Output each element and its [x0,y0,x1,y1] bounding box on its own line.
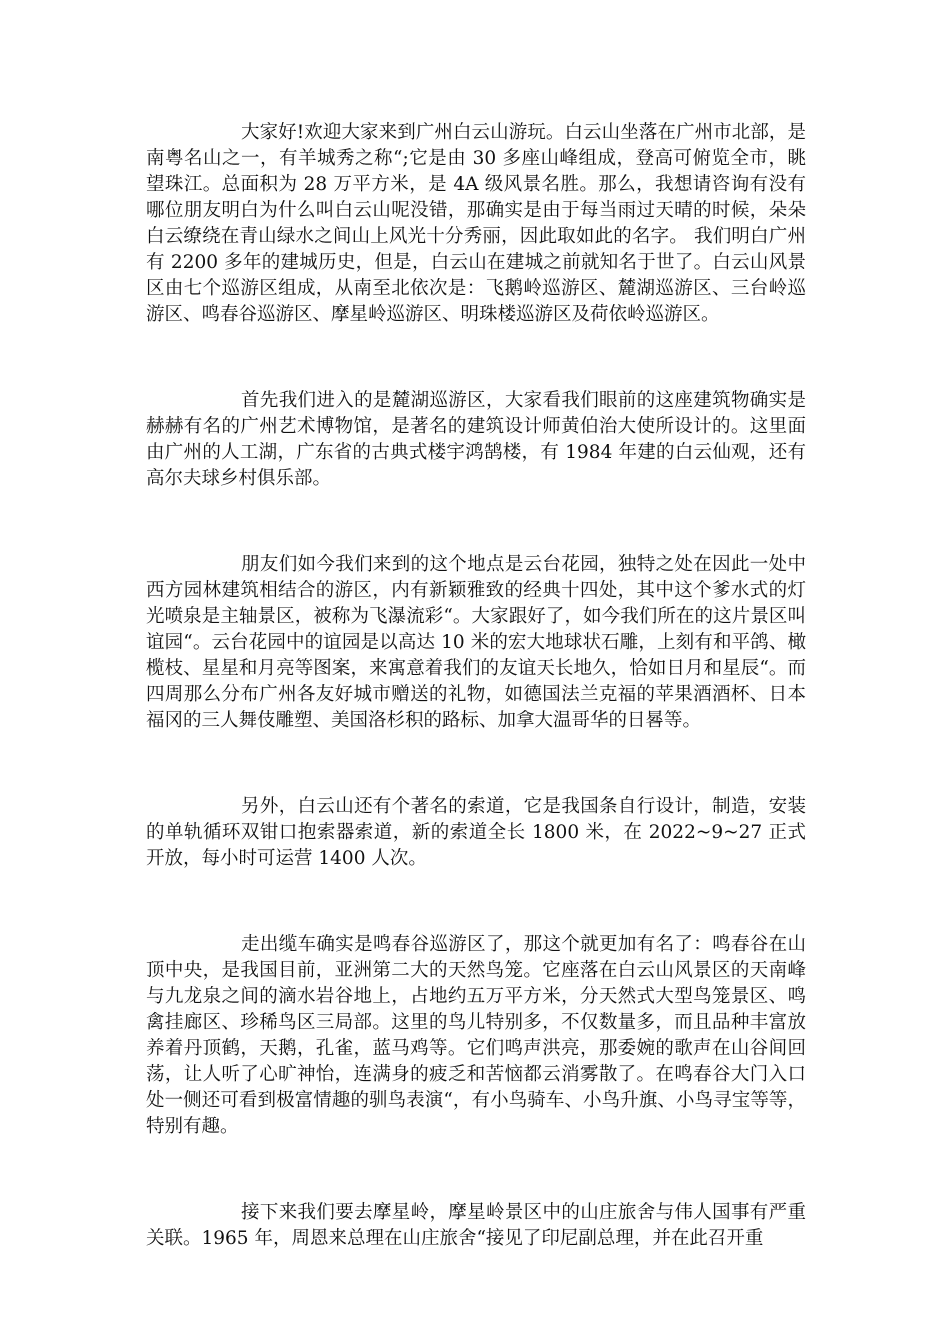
paragraph-mingchun-valley: 走出缆车确实是鸣春谷巡游区了，那这个就更加有名了：鸣春谷在山顶中央，是我国目前，亚洲第二大的天然鸟笼。它座落在白云山风景区的天南峰与九龙泉之间的滴水岩谷地上，占地约五万平方米，分天然式大型鸟笼景区、鸣禽挂廊区、珍稀鸟区三局部。这里的鸟儿特别多，不仅数量多，而且品种丰富放养着丹顶鹤，天鹅，孔雀，蓝马鸡等。它们鸣声洪亮，那委婉的歌声在山谷间回荡，让人听了心旷神怡，连满身的疲乏和苦恼都云消雾散了。在鸣春谷大门入口处一侧还可看到极富情趣的驯鸟表演“，有小鸟骑车、小鸟升旗、小鸟寻宝等等，特别有趣。 [146,934,806,1137]
paragraph-spacer [146,492,806,552]
paragraph-yuntai-garden: 朋友们如今我们来到的这个地点是云台花园，独特之处在因此一处中西方园林建筑相结合的游区，内有新颖雅致的经典十四处，其中这个爹水式的灯光喷泉是主轴景区，被称为飞瀑流彩“。大家跟好了，如今我们所在的这片景区叫谊园“。云台花园中的谊园是以高达 10 米的宏大地球状石雕，上刻有和平鸽、橄榄枝、星星和月亮等图案，来寓意着我们的友谊天长地久，恰如日月和星辰“。而四周那么分布广州各友好城市赠送的礼物，如德国法兰克福的苹果酒酒杯、日本福冈的三人舞伎雕塑、美国洛杉积的路标、加拿大温哥华的日晷等。 [146,554,806,731]
paragraph-spacer [146,1140,806,1200]
paragraph-moxing-ridge: 接下来我们要去摩星岭，摩星岭景区中的山庄旅舍与伟人国事有严重关联。1965 年，周恩来总理在山庄旅舍“接见了印尼副总理，并在此召开重 [146,1202,806,1249]
document-body [146,120,806,1252]
paragraph-spacer [146,328,806,388]
paragraph-intro: 大家好!欢迎大家来到广州白云山游玩。白云山坐落在广州市北部，是南粤名山之一，有羊城秀之称“;它是由 30 多座山峰组成，登高可俯览全市，眺望珠江。总面积为 28 万平方米，是 4A 级风景名胜。那么，我想请咨询有没有哪位朋友明白为什么叫白云山呢没错，那确实是由于每当雨过天晴的时候，朵朵白云缭绕在青山绿水之间山上风光十分秀丽，因此取如此的名字。 我们明白广州有 2200 多年的建城历史，但是，白云山在建城之前就知名于世了。白云山风景区由七个巡游区组成，从南至北依次是：飞鹅岭巡游区、麓湖巡游区、三台岭巡游区、鸣春谷巡游区、摩星岭巡游区、明珠楼巡游区及荷依岭巡游区。 [146,122,806,325]
paragraph-spacer [146,872,806,932]
paragraph-spacer [146,734,806,794]
paragraph-luhu-area: 首先我们进入的是麓湖巡游区，大家看我们眼前的这座建筑物确实是赫赫有名的广州艺术博物馆，是著名的建筑设计师黄伯治大使所设计的。这里面由广州的人工湖，广东省的古典式楼宇鸿鹄楼，有 1984 年建的白云仙观，还有高尔夫球乡村俱乐部。 [146,390,806,489]
paragraph-cableway: 另外，白云山还有个著名的索道，它是我国条自行设计，制造，安装的单轨循环双钳口抱索器索道，新的索道全长 1800 米，在 2022~9~27 正式开放，每小时可运营 1400 人次。 [146,796,806,869]
